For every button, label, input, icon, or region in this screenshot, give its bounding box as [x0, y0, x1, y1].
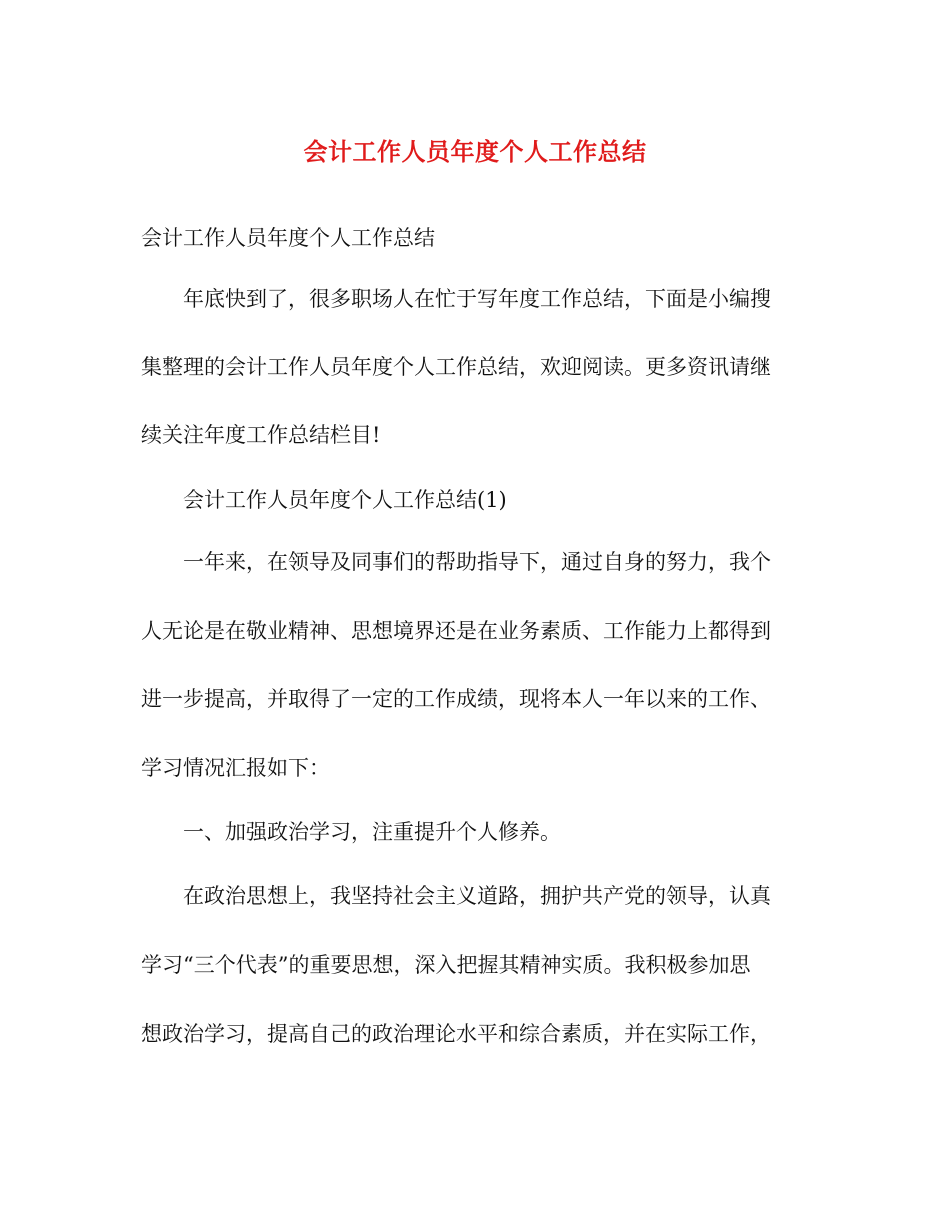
section-heading: 会计工作人员年度个人工作总结(1) — [183, 488, 507, 512]
paragraph-line: 续关注年度工作总结栏目! — [141, 423, 381, 447]
paragraph-line: 进一步提高，并取得了一定的工作成绩，现将本人一年以来的工作、 — [141, 687, 771, 711]
paragraph-line: 年底快到了，很多职场人在忙于写年度工作总结，下面是小编搜 — [183, 287, 771, 311]
paragraph-line: 想政治学习，提高自己的政治理论水平和综合素质，并在实际工作， — [141, 1022, 771, 1046]
document-title: 会计工作人员年度个人工作总结 — [303, 137, 647, 166]
paragraph-line: 在政治思想上，我坚持社会主义道路，拥护共产党的领导，认真 — [183, 884, 771, 908]
section-heading: 一、加强政治学习，注重提升个人修养。 — [183, 820, 561, 844]
paragraph-line: 一年来，在领导及同事们的帮助指导下，通过自身的努力，我个 — [183, 550, 771, 574]
paragraph-line: 学习情况汇报如下： — [141, 756, 330, 780]
paragraph-line: 学习“三个代表”的重要思想，深入把握其精神实质。我积极参加思 — [141, 953, 751, 977]
document-subtitle: 会计工作人员年度个人工作总结 — [141, 226, 435, 250]
paragraph-line: 人无论是在敬业精神、思想境界还是在业务素质、工作能力上都得到 — [141, 619, 771, 643]
paragraph-line: 集整理的会计工作人员年度个人工作总结，欢迎阅读。更多资讯请继 — [141, 355, 771, 379]
